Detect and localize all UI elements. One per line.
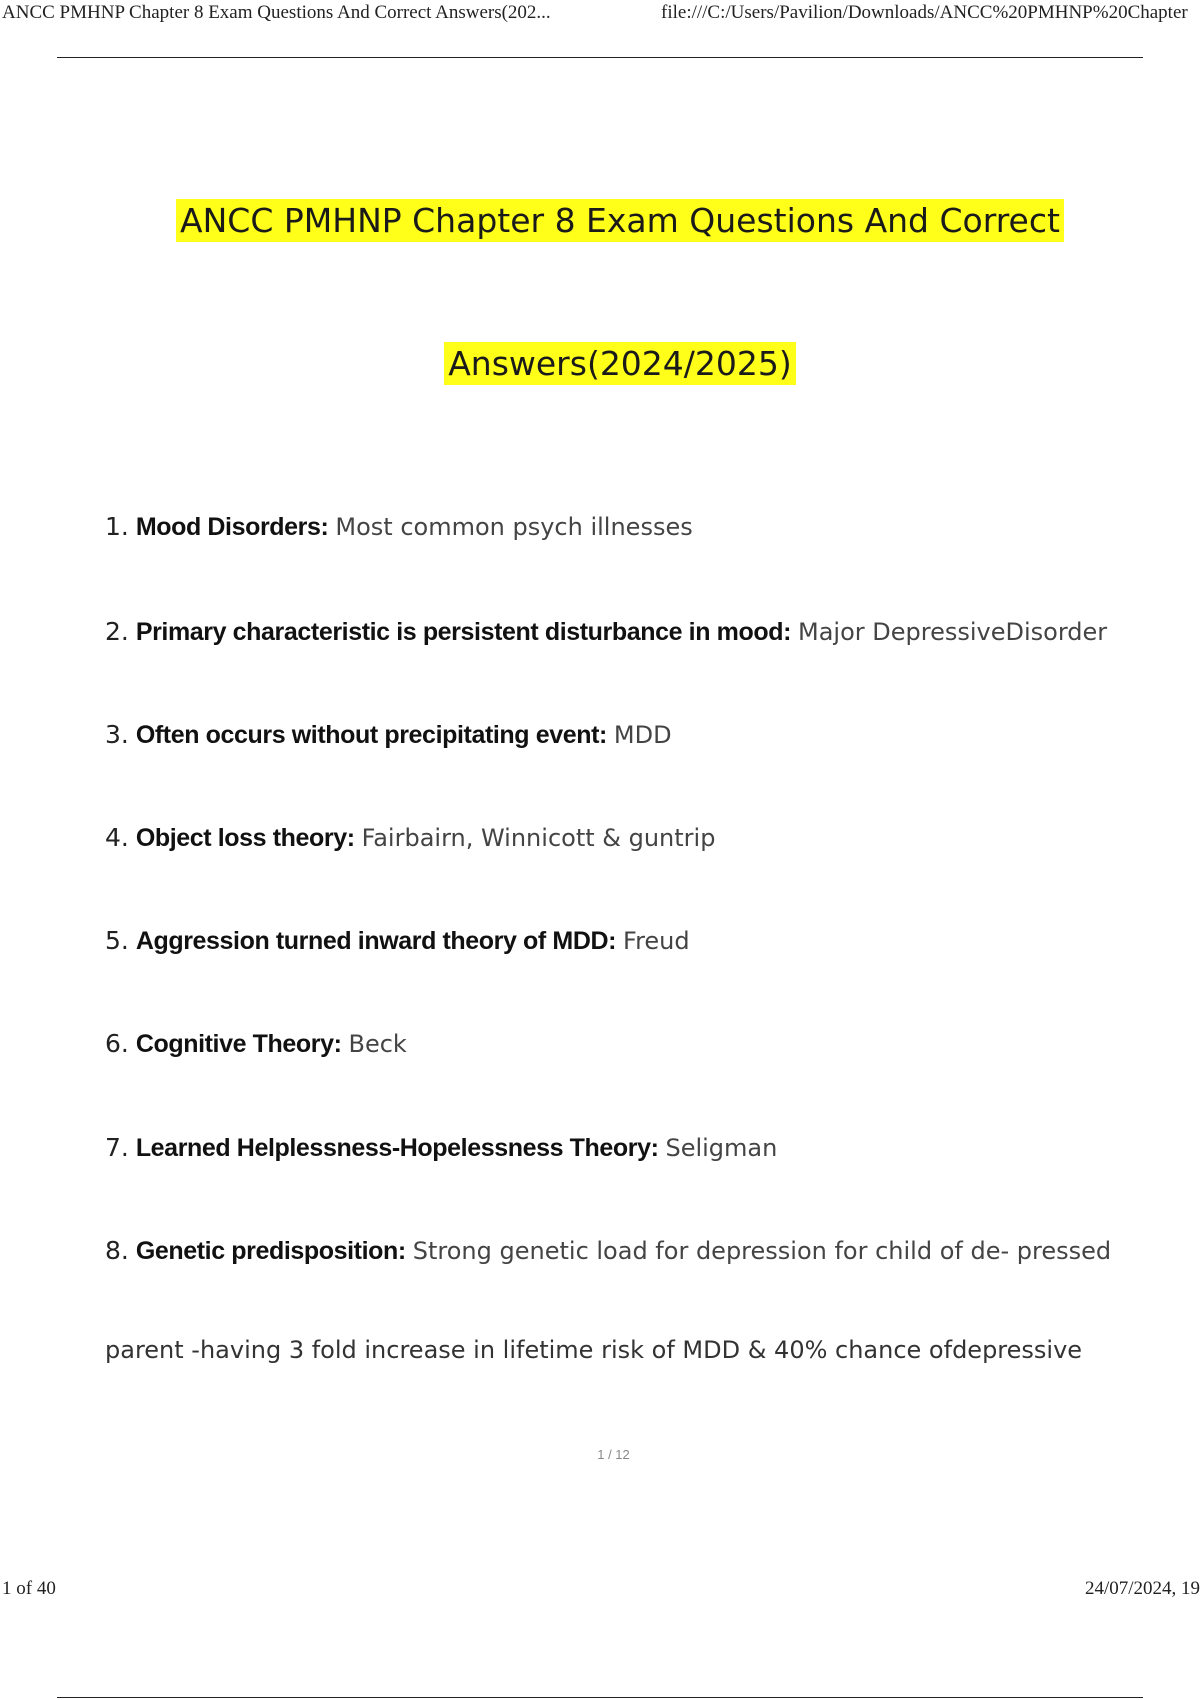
list-item: [105, 1027, 407, 1061]
document-title-line-1: [0, 196, 1200, 246]
item-number: 7.: [105, 1133, 129, 1162]
list-item: [105, 718, 672, 752]
list-item: [105, 1131, 777, 1165]
document-title-line-2: [0, 339, 1200, 389]
item-question: Aggression turned inward theory of MDD:: [135, 927, 617, 955]
print-footer-page: 1 of 40: [2, 1578, 56, 1599]
header-divider: [57, 57, 1143, 58]
item-question: Learned Helplessness-Hopelessness Theory:: [135, 1134, 659, 1162]
item-number: 6.: [105, 1029, 129, 1058]
title-highlight-2: Answers(2024/2025): [444, 342, 796, 385]
item-answer: Beck: [348, 1030, 407, 1058]
print-footer-date: 24/07/2024, 19: [1085, 1578, 1200, 1599]
footer-divider: [57, 1697, 1143, 1698]
item-question: Cognitive Theory:: [135, 1030, 342, 1058]
list-item: [105, 1234, 1111, 1268]
item-answer: Seligman: [665, 1134, 778, 1162]
print-header-title: ANCC PMHNP Chapter 8 Exam Questions And Correct Answers(202...: [2, 2, 551, 23]
item-answer: MDD: [613, 721, 672, 749]
item-number: 4.: [105, 823, 129, 852]
list-item: [105, 821, 715, 855]
title-highlight-1: ANCC PMHNP Chapter 8 Exam Questions And Correct: [176, 199, 1064, 242]
item-question: Often occurs without precipitating event:: [135, 721, 607, 749]
item-question: Mood Disorders:: [135, 513, 329, 541]
page-indicator: 1 / 12: [597, 1447, 630, 1462]
item-number: 8.: [105, 1236, 129, 1265]
item-question: Genetic predisposition:: [135, 1237, 406, 1265]
print-footer: [0, 1578, 1200, 1602]
item-answer: Strong genetic load for depression for child of de- pressed: [412, 1237, 1112, 1265]
item-number: 3.: [105, 720, 129, 749]
item-answer: Freud: [623, 927, 690, 955]
item-answer: Fairbairn, Winnicott & guntrip: [361, 824, 716, 852]
item-question: Primary characteristic is persistent disturbance in mood:: [135, 618, 792, 646]
item-question: Object loss theory:: [135, 824, 355, 852]
item-number: 5.: [105, 926, 129, 955]
list-item: [105, 510, 693, 544]
item-8-continuation: parent -having 3 fold increase in lifetime risk of MDD & 40% chance ofdepressive: [105, 1336, 1083, 1364]
item-number: 1.: [105, 512, 129, 541]
print-header: [0, 2, 1200, 26]
item-number: 2.: [105, 617, 129, 646]
item-answer: Major DepressiveDisorder: [797, 618, 1108, 646]
item-answer: Most common psych illnesses: [335, 513, 693, 541]
list-item: [105, 924, 690, 958]
list-item: [105, 615, 1107, 649]
print-header-url: file:///C:/Users/Pavilion/Downloads/ANCC%20PMHNP%20Chapter: [661, 2, 1188, 23]
